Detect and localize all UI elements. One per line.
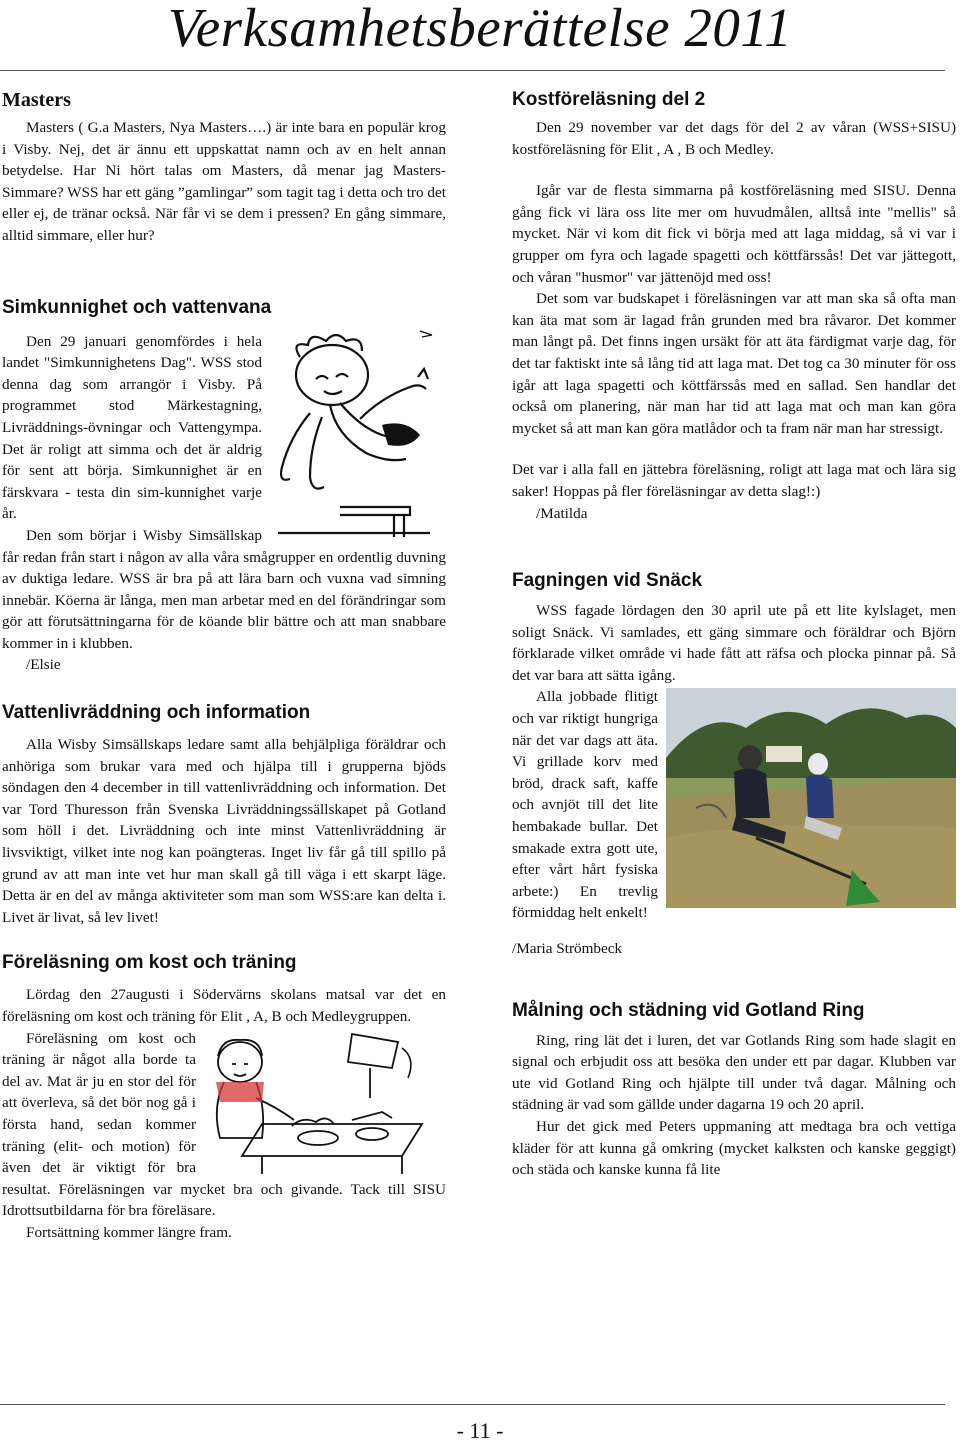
page-number: - 11 - <box>456 1418 504 1443</box>
raking-photo-image <box>666 688 956 908</box>
right-column <box>512 87 956 1181</box>
forelasning-para3: Fortsättning kommer längre fram. <box>26 1223 232 1241</box>
footer-rule <box>0 1404 945 1405</box>
fagningen-heading: Fagningen vid Snäck <box>512 570 703 592</box>
page-title: Verksamhetsberättelse 2011 <box>167 0 793 58</box>
kostforelasning-heading: Kostföreläsning del 2 <box>512 89 706 110</box>
vattenlivraddning-heading: Vattenlivräddning och information <box>2 702 311 724</box>
left-column <box>2 87 446 1244</box>
kostforelasning-para4: Det var i alla fall en jättebra föreläsning, roligt att laga mat och lära sig saker! Hoppas på fler föreläsningar av detta slag!:) <box>512 461 956 500</box>
simkunnighet-signature: /Elsie <box>26 656 61 674</box>
masters-body: Masters ( G.a Masters, Nya Masters….) är inte bara en populär krog i Visby. Nej, det är ännu ett uppskattat namn och av en helt annan betydelse. Har Ni hört talas om Masters, då menar jag Masters-Simmare? WSS har ett gäng ”gamlingar” som tagit tag i detta och tro det eller ej, de tränar också. När får vi se dem i pressen? En gång simmare, alltid simmare, eller hur? <box>2 119 446 244</box>
forelasning-heading: Föreläsning om kost och träning <box>2 952 297 974</box>
kostforelasning-para2: Igår var de flesta simmarna på kostföreläsning med SISU. Denna gång fick vi lära oss lite mer om huvudmålen, alltså inte "mellis" så mycket. När vi kom dit fick vi börja med att laga middag, så vi var i grupper om fyra och lagade spagetti och köttfärssås! Det var jättegott, och våran "husmor" var jättenöjd med oss! <box>512 182 956 286</box>
vattenlivraddning-body: Alla Wisby Simsällskaps ledare samt alla behjälpliga föräldrar och anhöriga som brukar vara med och hjälpa till i grupperna bjöds söndagen den 4 december in till vattenlivräddning och information. Det var Tord Thuresson från Svenska Livräddningssällskapet på Gotland som höll i det. Livräddning och inte minst Vattenlivräddning är livsviktigt, vilket inte nog kan poängteras. Inget liv får gå till spillo på grund av att man inte vet hur man skall gå till väga i ett skarpt läge. Detta är en del av många aktiviteter som man som WSS:are kan delta i. Livet är livat, så lev livet! <box>2 736 446 926</box>
kostforelasning-para3: Det som var budskapet i föreläsningen var att man ska så ofta man kan äta mat som är lagad från grunden med bra råvaror. Det kommer man långt på. Det finns ingen ursäkt för att äta färdigmat varje dag, för det tar faktiskt inte så lång tid att laga mat. Det tog ca 30 minuter för oss igår att laga spagetti och köttfärssås med en sallad. Sen handlar det också om planering, när man har tid att laga mat och man kan göra mycket så att man kan göra matlådor och ta fram när man har stressigt. <box>512 290 956 437</box>
swimmer-cartoon-image <box>270 327 446 545</box>
forelasning-para1: Lördag den 27augusti i Södervärns skolans matsal var det en föreläsning om kost och träning för Elit , A, B och Medleygruppen. <box>2 986 446 1025</box>
simkunnighet-heading: Simkunnighet och vattenvana <box>2 296 272 318</box>
fagningen-para2: Alla jobbade flitigt och var riktigt hungriga när det var dags att äta. Vi grillade korv med bröd, drack saft, kaffe och avnjöt till det lite hembakade bullar. Det smakade extra gott ute, efter vårt hårt fysiska arbete:) En trevlig förmiddag helt enkelt! <box>512 688 658 922</box>
masters-heading: Masters <box>2 89 71 111</box>
forelasning-para2: Föreläsning om kost och träning är något alla borde ta del av. Mat är ju en stor del för att överleva, så det bör nog gå i första hand, sedan kommer träning (elit- och motion) för även det är viktigt för bra resultat. Föreläsningen var mycket bra och givande. Tack till SISU Idrottsutbildarna för bra föreläsare. <box>2 1029 446 1220</box>
fagningen-para1: WSS fagade lördagen den 30 april ute på ett lite kylslaget, men soligt Snäck. Vi samlades, ett gäng simmare och föräldrar och Björn förklarade vilket område vi hade fått att räfsa och plocka pinnar på. Så det var bara att sätta igång. <box>512 602 956 684</box>
kostforelasning-para1: Den 29 november var det dags för del 2 av våran (WSS+SISU) kostföreläsning för Elit , A , B och Medley. <box>512 119 956 158</box>
malning-para1: Ring, ring lät det i luren, det var Gotlands Ring som hade slagit en signal och erbjudit oss att besöka den under ett par dagar. Klubben var ute vid Gotland Ring och hjälpte till under två dagar. Målning och städning är vad som gällde under dagarna 19 och 20 april. <box>512 1031 956 1114</box>
kostforelasning-signature: /Matilda <box>536 504 588 522</box>
header-rule <box>0 70 945 71</box>
malning-para2: Hur det gick med Peters uppmaning att medtaga bra och vettiga kläder för att kunna gå omkring (mycket kalksten och kanske geggigt) och städa och kanske kunna få lite <box>512 1117 956 1179</box>
fagningen-signature: /Maria Strömbeck <box>512 940 623 957</box>
dining-cartoon-image <box>202 1028 446 1176</box>
simkunnighet-para1: Den 29 januari genomfördes i hela landet "Simkunnighetens Dag". WSS stod denna dag som arrangör i Visby. På programmet stod Märkestagning, Livräddnings-övningar och Vattengympa. Det är roligt att simma och det är aldrig för sent att börja. Simkunnighet är en färskvara - testa din sim-kunnighet varje år. <box>2 332 262 523</box>
malning-heading: Målning och städning vid Gotland Ring <box>512 999 865 1021</box>
simkunnighet-para2: Den som börjar i Wisby Simsällskap får redan från start i någon av alla våra smågrupper en ordentlig duvning av duktiga ledare. WSS är bra på att lära barn och vuxna vad simning innebär. Köerna är långa, men man arbetar med en del förändringar som gör att förutsättningarna för de köande blir bättre och att man snabbare kommer in i klubben. <box>2 526 446 652</box>
